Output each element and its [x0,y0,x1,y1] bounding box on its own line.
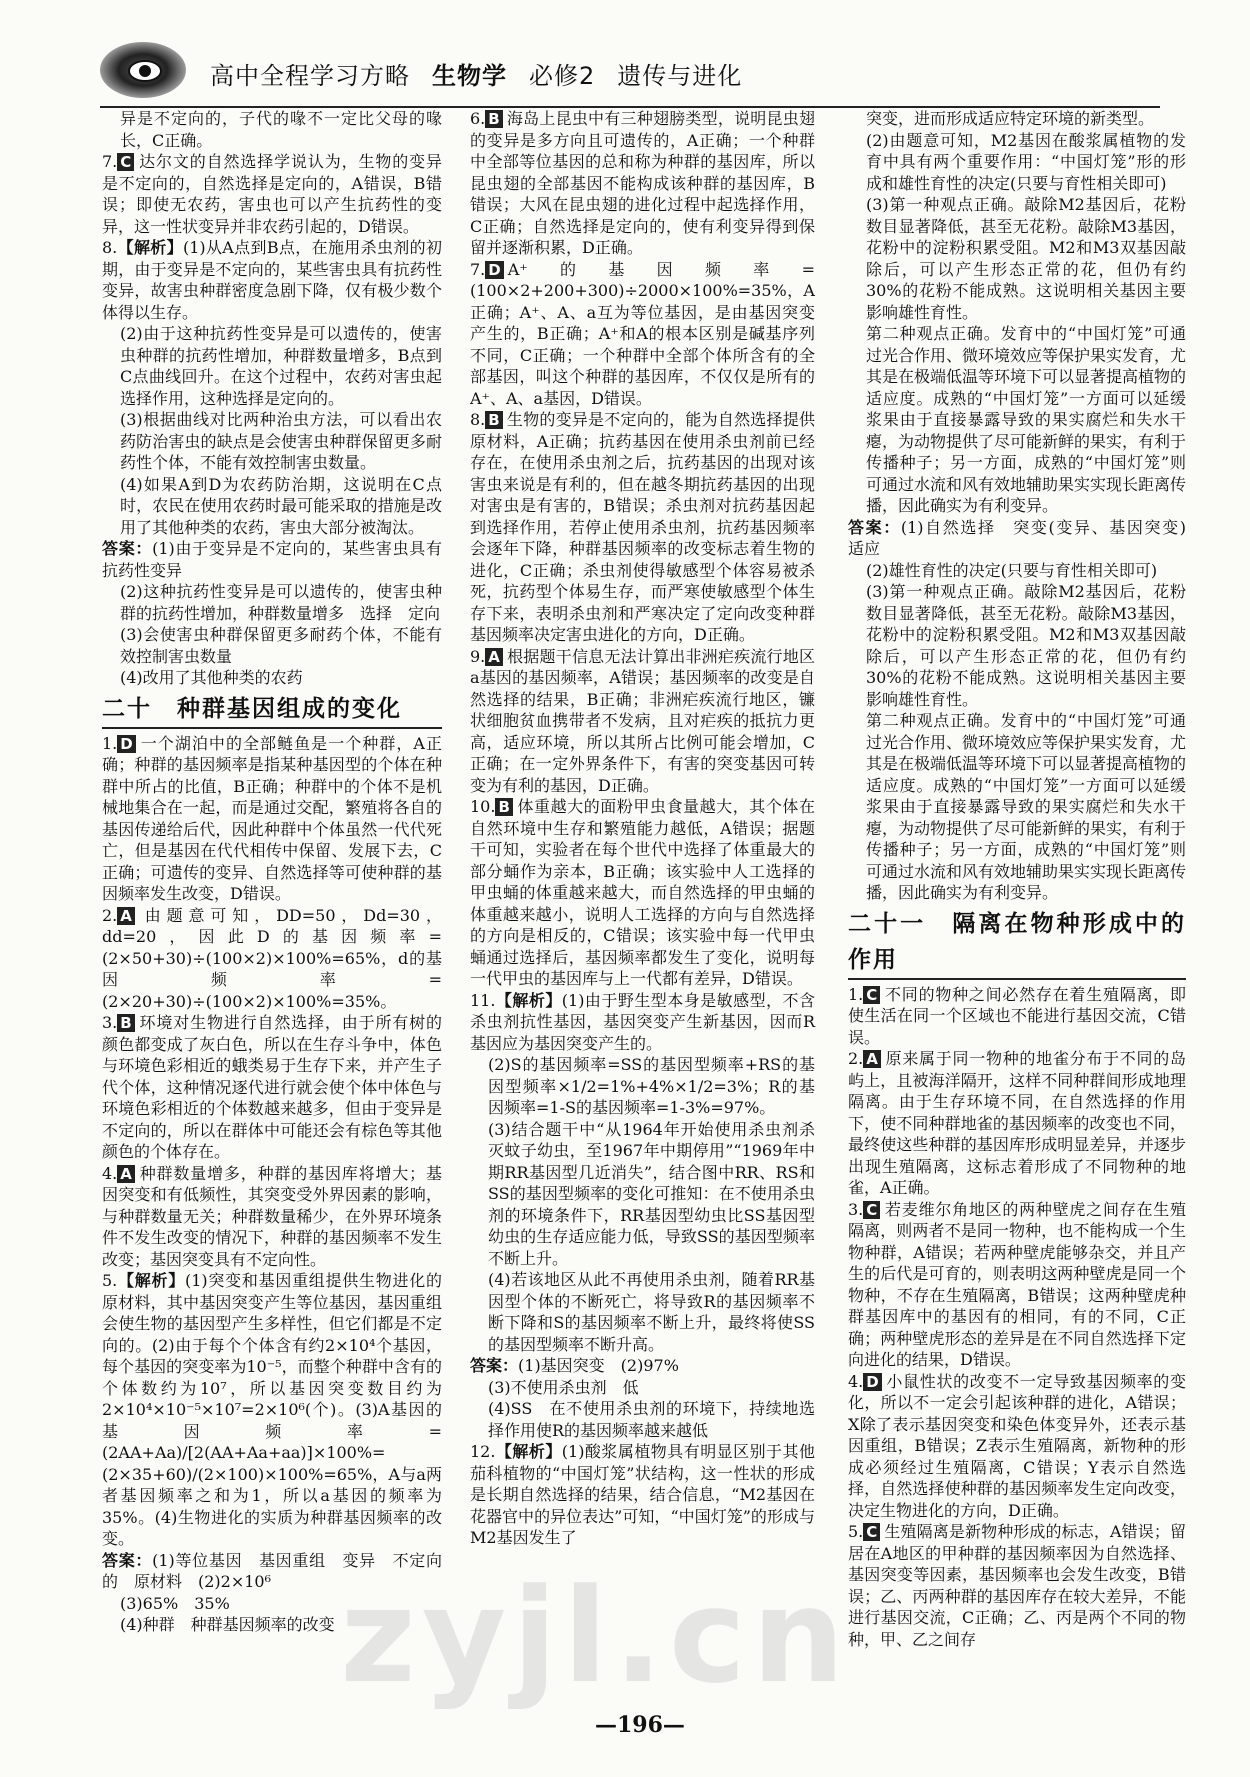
question-number: 2. [848,1049,864,1068]
paragraph-text: 若麦维尔角地区的两种壁虎之间存在生殖隔离，则两者不是同一物种，也不能构成一个生物种群，A错误；若两种壁虎能够杂交，并且产生的后代是可育的，则表明这两种壁虎是同一个物种，不存在生殖隔离，B错误；这两种壁虎种群基因库中的基因有的相同，有的不同，C正确；两种壁虎形态的差异是在不同自然选择下定向进化的结果，D错误。 [848,1199,1186,1369]
paragraph [470,1377,815,1399]
answer-choice-badge: C [863,986,880,1004]
paragraph-text: (1)突变和基因重组提供生物进化的原材料，其中基因突变产生等位基因，基因重组会使生物的基因型产生多样性，但它们都是不定向的。(2)由于每个个体含有约2×10⁴个基因，每个基因的突变率为10⁻⁵，而整个种群中含有的个体数约为10⁷，所以基因突变数目约为2×10⁴×10⁻⁵×10⁷=2×10⁶(个)。(3)A基因的基因频率=(2AA+Aa)/[2(AA+Aa+aa)]×100%=(2×35+60)/(2×100)×100%=65%，A与a两者基因频率之和为1，所以a基因的频率为35%。(4)生物进化的实质为种群基因频率的改变。 [102,1271,442,1548]
question-item [848,1199,1186,1371]
paragraph [102,409,442,474]
paragraph [848,108,1186,130]
question-item [102,237,442,323]
paragraph-text: (3)第一种观点正确。敲除M2基因后，花粉数目显著降低，甚至无花粉。敲除M3基因，花粉中的淀粉积累受阻。M2和M3双基因敲除后，可以产生形态正常的花，但仍有约30%的花粉不能成熟。这说明相关基因主要影响雄性育性。 [866,195,1186,322]
question-number: 4. [102,1163,118,1183]
paragraph-text: (1)基因突变 (2)97% [518,1356,679,1375]
paragraph-text: (3)会使害虫种群保留更多耐药个体，不能有效控制害虫数量 [120,625,442,666]
paragraph [102,624,442,667]
paragraph-text: (2)这种抗药性变异是可以遗传的，使害虫种群的抗药性增加，种群数量增多 选择 定向 [120,582,442,623]
book-title: 必修2 [529,62,596,90]
paragraph-text: 异是不定向的，子代的喙不一定比父母的喙长，C正确。 [120,109,442,150]
paragraph-text: (3)不使用杀虫剂 低 [488,1377,639,1397]
answer-choice-badge: B [485,110,502,128]
paragraph-text: (4)如果A到D为农药防治期，这说明在C点时，农民在使用农药时最可能采取的措施是改用了其他种类的农药，害虫大部分被淘汰。 [120,474,442,537]
paragraph-text: (2)S的基因频率=SS的基因型频率+RS的基因型频率×1/2=1%+4%×1/2=3%；R的基因频率=1-S的基因频率=1-3%=97%。 [488,1055,815,1117]
section-title: 二十一 隔离在物种形成中的作用 [848,906,1186,980]
question-item [102,1163,442,1271]
question-number: 6. [470,109,486,128]
question-item [102,905,442,1013]
answer-label: 答案： [102,1550,153,1570]
answer-choice-badge: C [863,1201,880,1219]
answer-label: 答案： [102,539,153,558]
question-item [470,1441,815,1549]
paragraph-text: 根据题干信息无法计算出非洲疟疾流行地区a基因的基因频率，A错误；基因频率的改变是自然选择的结果，B正确；非洲疟疾流行地区，镰状细胞贫血携带者不发病，且对疟疾的抵抗力更高，适应环境，所以其所占比例可能会增加，C正确；在一定外界条件下，有害的突变基因可转变为有利的基因，D正确。 [470,646,815,795]
question-number: 8. [102,238,118,257]
paragraph [848,130,1186,195]
paragraph-text: (3)结合题干中“从1964年开始使用杀虫剂杀灭蚊子幼虫，至1967年中期停用”“1969年中期RR基因型几近消失”，结合图中RR、RS和SS的基因型频率的变化可推知：在不使用杀虫剂的环境条件下，RR基因型幼虫比SS基因型幼虫的生存适应能力低，导致SS的基因型频率不断上升。 [488,1119,815,1268]
paragraph-text: (2)由于这种抗药性变异是可以遗传的，使害虫种群的抗药性增加，种群数量增多，B点到C点曲线回升。在这个过程中，农药对害虫起选择作用，这种选择是定向的。 [120,324,442,408]
paragraph-text: 达尔文的自然选择学说认为，生物的变异是不定向的，自然选择是定向的，A错误，B错误；即使无农药，害虫也可以产生抗药性的变异，这一性状变异并非农药引起的，D错误。 [102,152,442,236]
paragraph [470,1398,815,1441]
question-number: 2. [102,905,118,925]
answer-choice-badge: C [863,1523,880,1541]
paragraph-text: (1)由于变异是不定向的，某些害虫具有抗药性变异 [102,539,442,580]
paragraph-text: 不同的物种之间必然存在着生殖隔离，即使生活在同一个区域也不能进行基因交流，C错误。 [848,984,1186,1047]
paragraph-text: (3)根据曲线对比两种治虫方法，可以看出农药防治害虫的缺点是会使害虫种群保留更多耐药性个体，不能有效控制害虫数量。 [120,410,442,472]
paragraph [102,667,442,689]
answer-line [470,1355,815,1377]
paragraph [102,323,442,409]
paragraph-text: (4)若该地区从此不再使用杀虫剂，随着RR基因型个体的不断死亡，将导致R的基因频率不断下降和S的基因频率不断上升，最终将使SS的基因型频率不断升高。 [488,1270,815,1354]
answer-choice-badge: C [117,153,134,171]
analysis-label: 【解析】 [117,238,183,257]
question-item [848,984,1186,1049]
answer-choice-badge: A [117,1165,135,1183]
paragraph-text: 由题意可知，DD=50，Dd=30，dd=20，因此D的基因频率=(2×50+30)÷(100×2)×100%=65%，d的基因频率=(2×20+30)÷(100×2)×100%=35%。 [102,905,442,1011]
answer-column-left [102,108,442,1738]
answer-choice-badge: D [485,261,503,279]
question-item [470,409,815,646]
question-number: 4. [848,1371,864,1391]
answer-label: 答案： [848,517,901,537]
question-item [848,1371,1186,1522]
question-item [470,646,815,797]
paragraph-text: (1)自然选择 突变(变异、基因突变) 适应 [848,517,1203,558]
paragraph-text: 生物的变异是不定向的，能为自然选择提供原材料，A正确；抗药基因在使用杀虫剂前已经存在，在使用杀虫剂之后，抗药基因的出现对该害虫来说是有利的，但在越冬期抗药基因的出现对害虫是有害的，B错误；杀虫剂对抗药基因起到选择作用，若停止使用杀虫剂，抗药基因频率会逐年下降，种群基因频率的改变标志着生物的进化，C正确；杀虫剂使得敏感型个体容易被杀死，抗药型个体易生存，而严寒使敏感型个体生存下来，表明杀虫剂和严寒决定了定向改变种群基因频率决定害虫进化的方向，D正确。 [470,410,815,644]
unit-title: 遗传与进化 [617,62,743,90]
paragraph-text: (1)由于野生型本身是敏感型，不含杀虫剂抗性基因，基因突变产生新基因，因而R基因应为基因突变产生的。 [470,990,815,1053]
question-number: 11. [470,990,496,1010]
question-number: 5. [102,1271,118,1290]
paragraph [102,108,442,151]
answer-choice-badge: D [863,1373,881,1391]
subject-title: 生物学 [432,62,507,90]
question-item [848,1521,1186,1650]
question-item [470,796,815,990]
question-number: 7. [102,152,118,171]
header-title [210,56,742,91]
logo [100,42,186,98]
analysis-label: 【解析】 [117,1271,185,1290]
paragraph [102,581,442,624]
question-number: 1. [102,733,118,753]
paragraph-text: (2)雄性育性的决定(只要与育性相关即可) [866,560,1158,580]
paragraph [848,560,1186,582]
answer-column-middle [470,108,815,1738]
paragraph-text: A⁺的基因频率=(100×2+200+300)÷2000×100%=35%，A正确；A⁺、A、a互为等位基因，是由基因突变产生的，B正确；A⁺和A的根本区别是碱基序列不同，C正确；一个种群中全部个体所含有的全部基因，叫这个种群的基因库，不仅仅是所有的A⁺、A、a基因，D错误。 [470,259,815,408]
question-item [470,259,815,410]
analysis-label: 【解析】 [495,990,562,1010]
analysis-label: 【解析】 [495,1442,562,1461]
answer-choice-badge: A [863,1050,881,1068]
question-number: 1. [848,984,864,1004]
answer-choice-badge: D [117,735,135,753]
paragraph-text: (1)等位基因 基因重组 变异 不定向的 原材料 (2)2×10⁶ [102,1550,442,1591]
paragraph-text: (3)第一种观点正确。敲除M2基因后，花粉数目显著降低，甚至无花粉。敲除M3基因，花粉中的淀粉积累受阻。M2和M3双基因敲除后，可以产生形态正常的花，但仍有约30%的花粉不能成熟。这说明相关基因主要影响雄性育性。 [866,582,1186,709]
paragraph-text: 海岛上昆虫中有三种翅膀类型，说明昆虫翅的变异是多方向且可遗传的，A正确；一个种群中全部等位基因的总和称为种群的基因库，所以昆虫翅的全部基因不能构成该种群的基因库，B错误；大风在昆虫翅的进化过程中起选择作用，C正确；自然选择是定向的，使有利变异得到保留并逐渐积累，D正确。 [470,109,815,257]
paragraph [848,323,1186,517]
question-item [102,1012,442,1163]
paragraph [470,1269,815,1355]
question-number: 12. [470,1442,496,1461]
paragraph-text: 第二种观点正确。发育中的“中国灯笼”可通过光合作用、微环境效应等保护果实发育，尤其是在极端低温等环境下可以显著提高植物的适应度。成熟的“中国灯笼”一方面可以延缓浆果由于直接暴露导致的果实腐烂和失水干瘪，为动物提供了尽可能新鲜的果实，有利于传播种子；另一方面，成熟的“中国灯笼”则可通过水流和风有效地辅助果实实现长距离传播，因此确实为有利变异。 [866,324,1187,515]
paragraph-text: (1)酸浆属植物具有明显区别于其他茄科植物的“中国灯笼”状结构，这一性状的形成是长期自然选择的结果，结合信息，“M2基因在花器官中的异位表达”可知，“中国灯笼”的形成与M2基因发生了 [470,1442,815,1547]
answer-choice-badge: A [485,648,503,666]
paragraph-text: 第二种观点正确。发育中的“中国灯笼”可通过光合作用、微环境效应等保护果实发育，尤其是在极端低温等环境下可以显著提高植物的适应度。成熟的“中国灯笼”一方面可以延缓浆果由于直接暴露导致的果实腐烂和失水干瘪，为动物提供了尽可能新鲜的果实，有利于传播种子；另一方面，成熟的“中国灯笼”则可通过水流和风有效地辅助果实实现长距离传播，因此确实为有利变异。 [866,711,1187,902]
question-number: 10. [470,797,496,816]
eye-icon [128,60,162,82]
question-item [848,1048,1186,1199]
question-number: 9. [470,646,486,666]
answer-choice-badge: B [485,411,502,429]
question-item [102,151,442,237]
paragraph-text: (1)从A点到B点，在施用杀虫剂的初期，由于变异是不定向的，某些害虫具有抗药性变异，故害虫种群密度急剧下降，仅有极少数个体得以生存。 [102,238,442,322]
paragraph [848,710,1186,904]
paragraph-text: (3)65% 35% [120,1593,230,1613]
answer-label: 答案： [470,1356,519,1375]
page-header [100,42,1160,108]
answer-choice-badge: A [117,907,135,925]
question-number: 7. [470,259,486,279]
paragraph [848,581,1186,710]
answer-line [848,517,1203,560]
paragraph [102,474,442,539]
paragraph-text: 小鼠性状的改变不一定导致基因频率的变化，所以不一定会引起该种群的进化，A错误；X除了表示基因突变和染色体变异外，还表示基因重组，B错误；Z表示生殖隔离，新物种的形成必须经过生殖隔离，C错误；Y表示自然选择，自然选择使种群的基因频率发生定向改变，决定生物进化的方向，D正确。 [848,1371,1186,1520]
answer-line [102,538,442,581]
answer-choice-badge: B [117,1014,134,1032]
section-title: 二十 种群基因组成的变化 [102,691,442,729]
paragraph [848,194,1186,323]
paragraph-text: 原来属于同一物种的地雀分布于不同的岛屿上，且被海洋隔开，这样不同种群间形成地理隔离。由于生存环境不同，在自然选择的作用下，使不同种群地雀的基因频率的改变也不同，最终使这些种群的基因库形成明显差异，并逐步出现生殖隔离，这标志着形成了不同物种的地雀，A正确。 [848,1049,1186,1197]
paragraph-text: (4)SS 在不使用杀虫剂的环境下，持续地选择作用使R的基因频率越来越低 [488,1399,815,1440]
question-item [470,990,815,1055]
question-item [470,108,815,259]
page-number: —196— [595,1712,685,1738]
question-item [102,733,442,905]
paragraph [470,1119,815,1270]
question-number: 3. [102,1013,118,1032]
paragraph-text: 生殖隔离是新物种形成的标志，A错误；留居在A地区的甲种群的基因频率因为自然选择、基因突变等因素，基因频率也会发生改变，B错误；乙、丙两种群的基因库存在较大差异，不能进行基因交流，C正确；乙、丙是两个不同的物种，甲、乙之间存 [848,1522,1186,1649]
paragraph-text: (2)由题意可知，M2基因在酸浆属植物的发育中具有两个重要作用：“中国灯笼”形的形成和雄性育性的决定(只要与育性相关即可) [866,130,1186,193]
paragraph-text: 环境对生物进行自然选择，由于所有树的颜色都变成了灰白色，所以在生存斗争中，体色与环境色彩相近的蛾类易于生存下来，并产生子代个体，这种情况逐代进行就会使个体中体色与环境色彩相近的个体数越来越多，但由于变异是不定向的，所以在群体中可能还会有棕色等其他颜色的个体存在。 [102,1013,442,1161]
question-number: 8. [470,410,486,429]
watermark: zyjl.cn [340,1560,851,1712]
paragraph-text: 一个湖泊中的全部鲢鱼是一个种群，A正确；种群的基因频率是指某种基因型的个体在种群中所占的比值，B正确；种群中的个体不是机械地集合在一起，而是通过交配，繁殖将各自的基因传递给后代，因此种群中个体虽然一代代死亡，但是基因在代代相传中保留、发展下去，C正确；可遗传的变异、自然选择等可使种群的基因频率发生改变，D错误。 [102,733,442,903]
paragraph-text: 体重越大的面粉甲虫食量越大，其个体在自然环境中生存和繁殖能力越低，A错误；据题干可知，实验者在每个世代中选择了体重最大的部分蛹作为亲本，B正确；该实验中人工选择的甲虫蛹的体重越来越大，而自然选择的甲虫蛹的体重越来越小，说明人工选择的方向与自然选择的方向是相反的，C错误；该实验中每一代甲虫蛹通过选择后，基因频率都发生了变化，说明每一代甲虫的基因库与上一代都有差异，D错误。 [470,797,815,988]
paragraph-text: 种群数量增多，种群的基因库将增大；基因突变和有低频性，其突变受外界因素的影响，与种群数量无关；种群数量稀少，在外界环境条件不发生改变的情况下，种群的基因频率不发生改变；基因突变具有不定向性。 [102,1163,442,1269]
series-title: 高中全程学习方略 [210,62,410,90]
question-number: 3. [848,1199,864,1219]
paragraph-text: (4)改用了其他种类的农药 [120,668,303,687]
answer-column-right [848,108,1203,1738]
paragraph [470,1054,815,1119]
paragraph-text: (4)种群 种群基因频率的改变 [120,1615,335,1634]
answer-choice-badge: B [495,798,512,816]
paragraph-text: 突变，进而形成适应特定环境的新类型。 [866,109,1155,128]
question-number: 5. [848,1522,864,1541]
question-item [102,1270,442,1550]
